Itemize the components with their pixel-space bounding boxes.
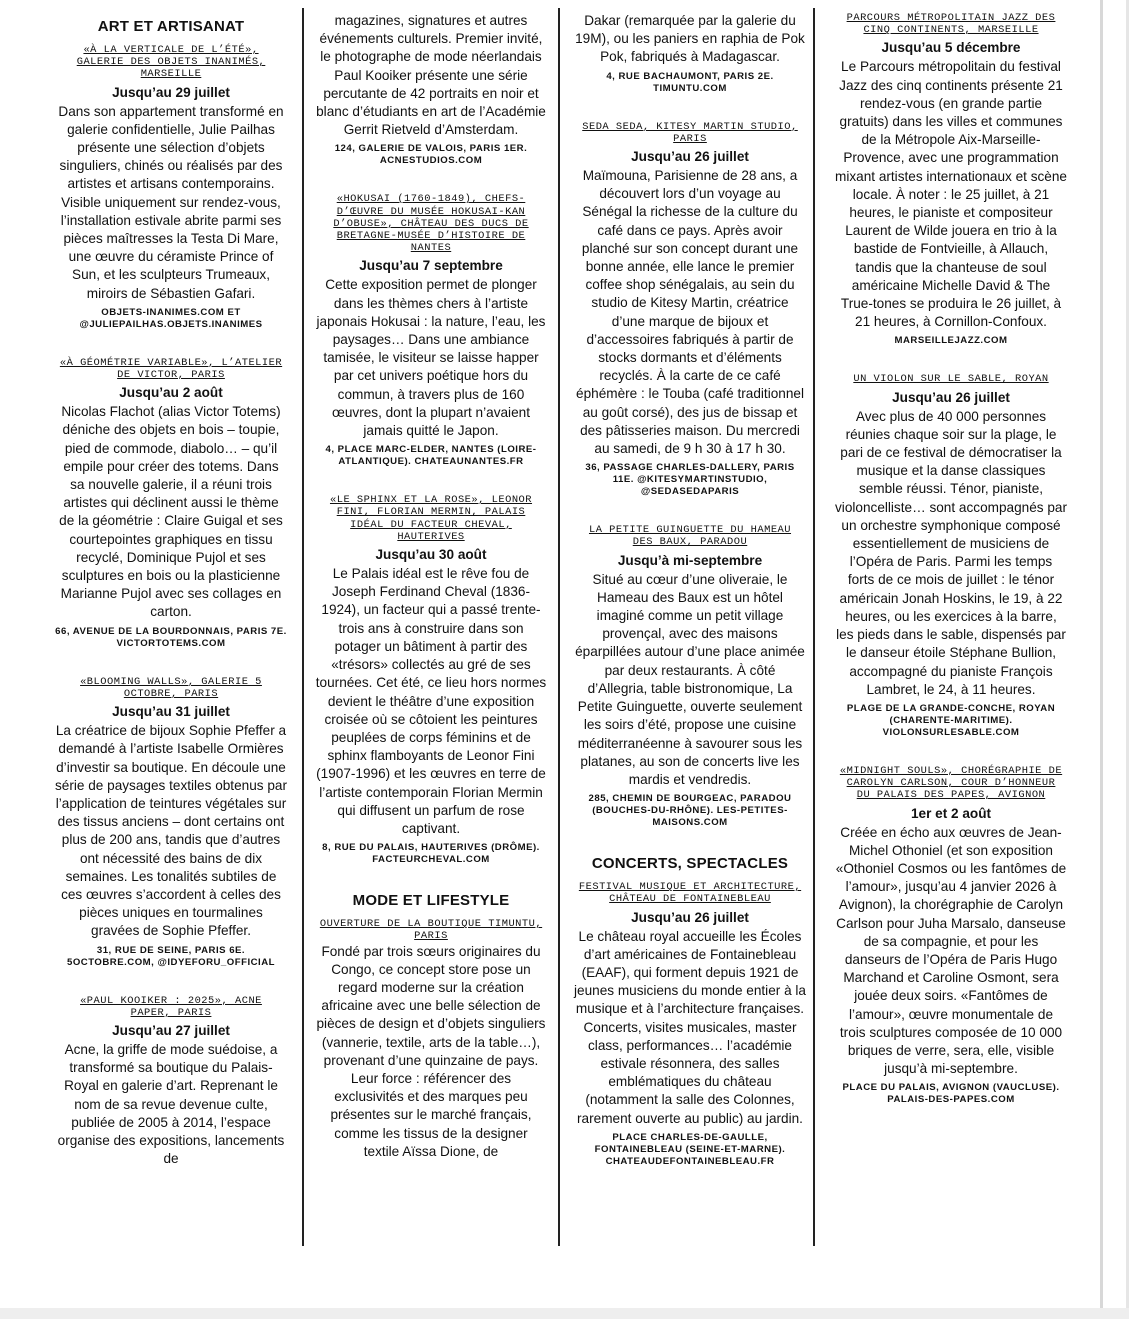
event-address: OBJETS-INANIMES.COM ET @JULIEPAILHAS.OBJETS.INANIMES: [79, 306, 263, 330]
event-description: Acne, la griffe de mode suédoise, a transformé sa boutique du Palais-Royal en galerie d’art. Reprenant le nom de sa revue devenue culte, publiée de 2005 à 2014, l’espace organise des expositions, lancements de: [57, 1041, 285, 1167]
event-listing: [55, 676, 287, 969]
column-1: [55, 12, 287, 1168]
event-listing: [55, 357, 287, 650]
event-address: 31, RUE DE SEINE, PARIS 6E. 5OCTOBRE.COM, @IDYEFORU_OFFICIAL: [66, 944, 275, 968]
event-date: Jusqu’au 2 août: [119, 385, 223, 401]
event-description: Cette exposition permet de plonger dans les thèmes chers à l’artiste japonais Hokusai : la nature, l’eau, les paysages… Dans une ambiance tamisée, le visiteur se laisse happer par cet univers poétique hors du commun, à travers plus de 160 œuvres, dont la plupart n’avaient jamais quitté le Japon.: [316, 277, 546, 439]
event-date: Jusqu’au 26 juillet: [892, 389, 1010, 405]
event-date: Jusqu’au 5 décembre: [881, 40, 1021, 56]
column-4: [835, 12, 1067, 1132]
event-listing: [574, 121, 806, 499]
event-title: «À GÉOMÉTRIE VARIABLE», L’ATELIER DE VICTOR, PARIS: [59, 356, 283, 382]
event-title: FESTIVAL MUSIQUE ET ARCHITECTURE, CHÂTEAU DE FONTAINEBLEAU: [578, 881, 802, 906]
event-listing: [835, 373, 1067, 738]
event-listing: [55, 44, 287, 331]
event-listing: [835, 765, 1067, 1106]
event-date: Jusqu’au 30 août: [375, 547, 487, 563]
event-description: magazines, signatures et autres événements culturels. Premier invité, le photographe de mode néerlandais Paul Kooiker présente une série percutante de 42 portraits en noir et blanc d’étudiants en art de l’Académie Gerrit Rietveld d’Amsterdam.: [316, 13, 546, 138]
column-divider: [302, 8, 304, 1246]
event-listing: [315, 193, 547, 468]
event-title: «PAUL KOOIKER : 2025», ACNE PAPER, PARIS: [80, 994, 262, 1019]
section-heading: MODE ET LIFESTYLE: [352, 892, 510, 910]
event-title: SEDA SEDA, KITESY MARTIN STUDIO, PARIS: [582, 120, 798, 145]
event-title: OUVERTURE DE LA BOUTIQUE TIMUNTU, PARIS: [319, 918, 543, 943]
page-bottom-band: [0, 1308, 1129, 1319]
column-divider: [813, 8, 815, 1246]
event-title: PARCOURS MÉTROPOLITAIN JAZZ DES CINQ CONTINENTS, MARSEILLE: [846, 12, 1056, 37]
event-date: 1er et 2 août: [910, 805, 992, 821]
event-date: Jusqu’au 27 juillet: [112, 1022, 230, 1038]
event-description: Dans son appartement transformé en galerie confidentielle, Julie Pailhas présente une sélection d’objets singuliers, chinés ou réalisés par des artistes et artisans contemporains. Visible uniquement sur rendez-vous, l’installation estivale abrite parmi ses pièces maîtresses la Testa Di Mare, une œuvre du céramiste Prince of Sun, et les sculpteurs Trumeaux, miroirs de Sébastien Gafari.: [58, 103, 284, 301]
event-address: PLACE DU PALAIS, AVIGNON (VAUCLUSE). PALAIS-DES-PAPES.COM: [842, 1082, 1060, 1106]
event-address: 4, PLACE MARC-ELDER, NANTES (LOIRE-ATLANTIQUE). CHATEAUNANTES.FR: [325, 444, 537, 468]
event-title: «À LA VERTICALE DE L’ÉTÉ», GALERIE DES OBJETS INANIMÉS, MARSEILLE: [76, 44, 266, 81]
event-title: UN VIOLON SUR LE SABLE, ROYAN: [853, 373, 1049, 386]
section-heading: ART ET ARTISANAT: [97, 18, 245, 35]
event-listing: [315, 918, 547, 1161]
event-address: PLAGE DE LA GRANDE-CONCHE, ROYAN (CHARENTE-MARITIME). VIOLONSURLESABLE.COM: [846, 702, 1056, 738]
column-divider: [558, 8, 560, 1246]
event-listing: [574, 12, 806, 95]
section-heading: CONCERTS, SPECTACLES: [591, 855, 789, 873]
event-date: Jusqu’au 29 juillet: [112, 84, 230, 100]
event-description: Le château royal accueille les Écoles d’art américaines de Fontainebleau (EAAF), qui forment depuis 1921 de jeunes musiciens du monde entier à la musique et à l’architecture françaises. Concerts, visites musicales, master class, performances… l’académie estivale résonnera, des salles emblématiques du château (notamment la salle des Colonnes, rarement ouverte au public) au jardin.: [574, 928, 806, 1126]
event-address: 8, RUE DU PALAIS, HAUTERIVES (DRÔME). FACTEURCHEVAL.COM: [322, 842, 540, 866]
event-description: Nicolas Flachot (alias Victor Totems) déniche des objets en bois – toupie, pied de commode, diabolo… – qu’il empile pour créer des totems. Dans sa nouvelle galerie, il a réuni trois artistes qui déclinent aussi le thème de la géométrie : Claire Guigal et ses courtepointes graphiques en tissu recyclé, Dominique Pujol et ses sculptures en bois ou la plasticienne Marianne Pujol avec ses collages en carton.: [59, 404, 283, 620]
event-address: 285, CHEMIN DE BOURGEAC, PARADOU (BOUCHES-DU-RHÔNE). LES-PETITES-MAISONS.COM: [588, 793, 792, 829]
event-address: MARSEILLEJAZZ.COM: [894, 335, 1008, 347]
event-date: Jusqu’au 26 juillet: [631, 909, 749, 925]
event-description: La créatrice de bijoux Sophie Pfeffer a demandé à l’artiste Isabelle Ormières d’investir sa boutique. En découle une série de paysages textiles obtenus par l’application de teintures végétales sur des tissus anciens – dont certains ont plus de 200 ans, tandis que d’autres ont nécessité des bains de dix semaines. Les tonalités subtiles de ces œuvres s’accordent à celles des pièces uniques en tourmalines gravées de Sophie Pfeffer.: [55, 723, 287, 939]
page-edge: [1100, 0, 1103, 1319]
column-3: [574, 12, 806, 1194]
event-date: Jusqu’au 26 juillet: [631, 149, 749, 165]
event-description: Créée en écho aux œuvres de Jean-Michel Othoniel (et son exposition «Othoniel Cosmos ou les fantômes de l’amour», jusqu’au 4 janvier 2026 à Avignon), la chorégraphie de Carolyn Carlson pour Juha Marsalo, danseuse de sa compagnie, et pour les danseurs de l’Opéra de Paris Hugo Marchand et Caroline Osmont, sera jouée deux soirs. «Fantômes de l’amour», œuvre monumentale de trois sculptures composée de 10 000 briques de verre, sera, elle, visible jusqu’à mi-septembre.: [835, 824, 1067, 1077]
event-description: Le Palais idéal est le rêve fou de Joseph Ferdinand Cheval (1836-1924), un facteur qui a passé trente-trois ans à construire dans son potager un bâtiment à partir des «trésors» collectés au gré de ses tournées. Cet été, ce lieu hors normes devient le théâtre d’une exposition croisée où se côtoient les peintures peuplées de corps féminins et de sphinx flamboyants de Leonor Fini (1907-1996) et les œuvres en terre de l’artiste contemporain Florian Mermin qui diffusent un parfum de rose captivant.: [315, 566, 547, 836]
event-address: 36, PASSAGE CHARLES-DALLERY, PARIS 11E. @KITESYMARTINSTUDIO, @SEDASEDAPARIS: [585, 462, 795, 498]
event-address: 4, RUE BACHAUMONT, PARIS 2E. TIMUNTU.COM: [606, 70, 774, 94]
event-description: Fondé par trois sœurs originaires du Congo, ce concept store pose un regard moderne sur la création africaine avec une belle sélection de pièces de design et d’objets singuliers (vannerie, textile, arts de la table…), provenant d’une quinzaine de pays. Leur force : référencer des exclusivités et des marques peu présentes sur le marché français, comme les tissus de la designer textile Aïssa Dione, de: [316, 943, 546, 1159]
event-listing: [315, 494, 547, 866]
event-date: Jusqu’au 7 septembre: [359, 258, 503, 274]
event-listing: [55, 995, 287, 1169]
event-date: Jusqu’à mi-septembre: [617, 552, 763, 568]
event-title: LA PETITE GUINGUETTE DU HAMEAU DES BAUX, PARADOU: [588, 524, 792, 549]
column-2: [315, 12, 547, 1161]
event-address: 124, GALERIE DE VALOIS, PARIS 1ER. ACNESTUDIOS.COM: [334, 143, 528, 167]
event-date: Jusqu’au 31 juillet: [112, 704, 230, 720]
event-title: «MIDNIGHT SOULS», CHORÉGRAPHIE DE CAROLYN CARLSON, COUR D’HONNEUR DU PALAIS DES PAPES, AVIGNON: [839, 764, 1063, 802]
event-title: «BLOOMING WALLS», GALERIE 5 OCTOBRE, PARIS: [80, 675, 262, 700]
event-description: Dakar (remarquée par la galerie du 19M), ou les paniers en raphia de Pok Pok, fabriqués à Madagascar.: [575, 13, 805, 65]
event-listing: [574, 524, 806, 829]
event-listing: [835, 12, 1067, 347]
event-description: Le Parcours métropolitain du festival Jazz des cinq continents présente 21 rendez-vous (en grande partie gratuits) dans les villes et communes de la Métropole Aix-Marseille-Provence, avec une programmation mixant artistes internationaux et scène locale. À noter : le 25 juillet, à 21 heures, le pianiste et compositeur Laurent de Wilde jouera en trio à la bastide de Fontvieille, à Allauch, tandis que la chanteuse de soul américaine Michelle David & The True-tones se produira le 26 juillet, à 21 heures, à Cornillon-Confoux.: [835, 59, 1067, 330]
event-listing: [315, 12, 547, 167]
event-description: Maïmouna, Parisienne de 28 ans, a découvert lors d’un voyage au Sénégal la richesse de la culture du café dans ce pays. Après avoir planché sur son concept durant une bonne année, elle lance le premier coffee shop sénégalais, au sein du studio de Kitesy Martin, créatrice d’une marque de bijoux et d’accessoires fabriqués à partir de stocks dormants et d’éléments recyclés. À la carte de ce café éphémère : le Touba (café traditionnel au goût corsé), des jus de bissap et des pâtisseries maison. Du mercredi au samedi, de 9 h 30 à 17 h 30.: [576, 168, 804, 457]
event-address: 66, AVENUE DE LA BOURDONNAIS, PARIS 7E. VICTORTOTEMS.COM: [55, 625, 287, 649]
event-listing: [574, 881, 806, 1168]
event-address: PLACE CHARLES-DE-GAULLE, FONTAINEBLEAU (SEINE-ET-MARNE). CHATEAUDEFONTAINEBLEAU.FR: [594, 1131, 786, 1167]
event-description: Situé au cœur d’une oliveraie, le Hameau des Baux est un hôtel imaginé comme un petit village provençal, avec des maisons éparpillées autour d’une place animée par deux restaurants. À côté d’Allegria, table bistronomique, La Petite Guinguette, ouverte seulement les soirs d’été, propose une cuisine méditerranéenne à savourer sous les platanes, au son de concerts live les mardis et vendredis.: [575, 571, 805, 787]
event-description: Avec plus de 40 000 personnes réunies chaque soir sur la plage, le pari de ce festival de démocratiser la musique et la danse classiques semble réussi. Ténor, pianiste, violoncelliste… sont accompagnés par un orchestre symphonique composé essentiellement de musiciens de l’Opéra de Paris. Parmi les temps forts de ce mois de juillet : le ténor américain Jonah Hoskins, le 19, à 22 heures, ou les exercices à la barre, les pieds dans le sable, dispensés par le danseur étoile Stéphane Bullion, accompagné du pianiste François Lambret, le 24, à 11 heures.: [835, 408, 1067, 697]
event-title: «LE SPHINX ET LA ROSE», LEONOR FINI, FLORIAN MERMIN, PALAIS IDÉAL DU FACTEUR CHEVAL, HAUTERIVES: [329, 494, 533, 543]
event-title: «HOKUSAI (1760-1849), CHEFS-D’ŒUVRE DU MUSÉE HOKUSAI-KAN D’OBUSE», CHÂTEAU DES DUCS DE BRETAGNE-MUSÉE D’HISTOIRE DE NANTES: [333, 193, 529, 255]
